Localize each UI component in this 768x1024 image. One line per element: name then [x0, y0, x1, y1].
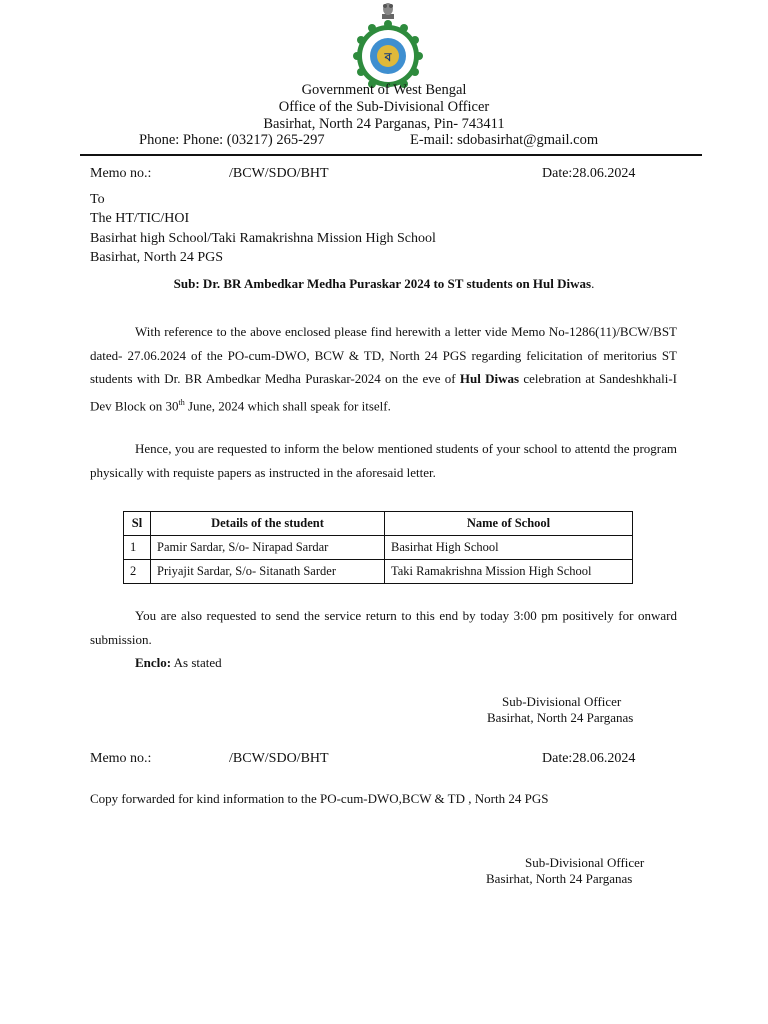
table-header-row [124, 512, 633, 536]
table-cell-school: Taki Ramakrishna Mission High School [385, 560, 633, 584]
address-to: To [90, 192, 105, 207]
signature-1-location: Basirhat, North 24 Parganas [487, 710, 634, 725]
memo-2-date: Date:28.06.2024 [542, 751, 636, 766]
body-paragraph-2: Hence, you are requested to inform the below mentioned students of your school to attentd the program physically with requiste papers as instructed in the aforesaid letter. [90, 441, 677, 480]
memo-2-label: Memo no.: [90, 751, 152, 766]
table-row [124, 560, 633, 584]
ashoka-emblem-icon [382, 3, 394, 19]
table-row [124, 536, 633, 560]
body-paragraph-3: You are also requested to send the service return to this end by today 3:00 pm positively for onward submission. [90, 608, 677, 647]
table-header-sl: Sl [124, 512, 151, 536]
address-line3: Basirhat, North 24 PGS [90, 250, 223, 265]
table-cell-sl: 1 [124, 536, 151, 560]
table-cell-sl: 2 [124, 560, 151, 584]
header-phone: Phone: Phone: (03217) 265-297 [139, 132, 325, 148]
signature-2-location: Basirhat, North 24 Parganas [486, 871, 633, 886]
header-divider [80, 154, 702, 156]
biswa-bangla-logo-icon [352, 0, 424, 90]
memo-label: Memo no.: [90, 166, 152, 181]
body-paragraph-1: With reference to the above enclosed please find herewith a letter vide Memo No-1286(11)/BCW/BST dated- 27.06.2024 of the PO-cum-DWO, BCW & TD, North 24 PGS regarding felicitation of meritorius ST students with Dr. BR Ambedkar Medha Puraskar-2024 on the eve of Hul Diwas celebration at Sandeshkhali-I Dev Block on 30th June, 2024 which shall speak for itself. [90, 324, 678, 413]
signature-1-title: Sub-Divisional Officer [502, 694, 622, 709]
memo-2-number: /BCW/SDO/BHT [229, 751, 329, 766]
table-cell-details: Pamir Sardar, S/o- Nirapad Sardar [151, 536, 385, 560]
signature-2-title: Sub-Divisional Officer [525, 855, 645, 870]
table-cell-school: Basirhat High School [385, 536, 633, 560]
header-email: E-mail: sdobasirhat@gmail.com [410, 132, 599, 148]
header-office: Office of the Sub-Divisional Officer [278, 99, 490, 115]
memo-date: Date:28.06.2024 [542, 166, 636, 181]
header-government: Government of West Bengal [301, 82, 467, 98]
svg-text:ব: ব [384, 50, 392, 64]
subject-line: Sub: Dr. BR Ambedkar Medha Puraskar 2024 to ST students on Hul Diwas. [173, 276, 595, 291]
memo-number: /BCW/SDO/BHT [229, 166, 329, 181]
government-emblem [352, 0, 424, 90]
address-line2: Basirhat high School/Taki Ramakrishna Mission High School [90, 231, 436, 246]
copy-forwarded-line: Copy forwarded for kind information to the PO-cum-DWO,BCW & TD , North 24 PGS [90, 791, 549, 806]
table-header-details: Details of the student [151, 512, 385, 536]
students-table [123, 511, 633, 584]
address-line1: The HT/TIC/HOI [90, 211, 190, 226]
table-cell-details: Priyajit Sardar, S/o- Sitanath Sarder [151, 560, 385, 584]
header-address: Basirhat, North 24 Parganas, Pin- 743411 [263, 116, 505, 132]
enclosure-line: Enclo: As stated [135, 655, 222, 670]
table-header-school: Name of School [385, 512, 633, 536]
